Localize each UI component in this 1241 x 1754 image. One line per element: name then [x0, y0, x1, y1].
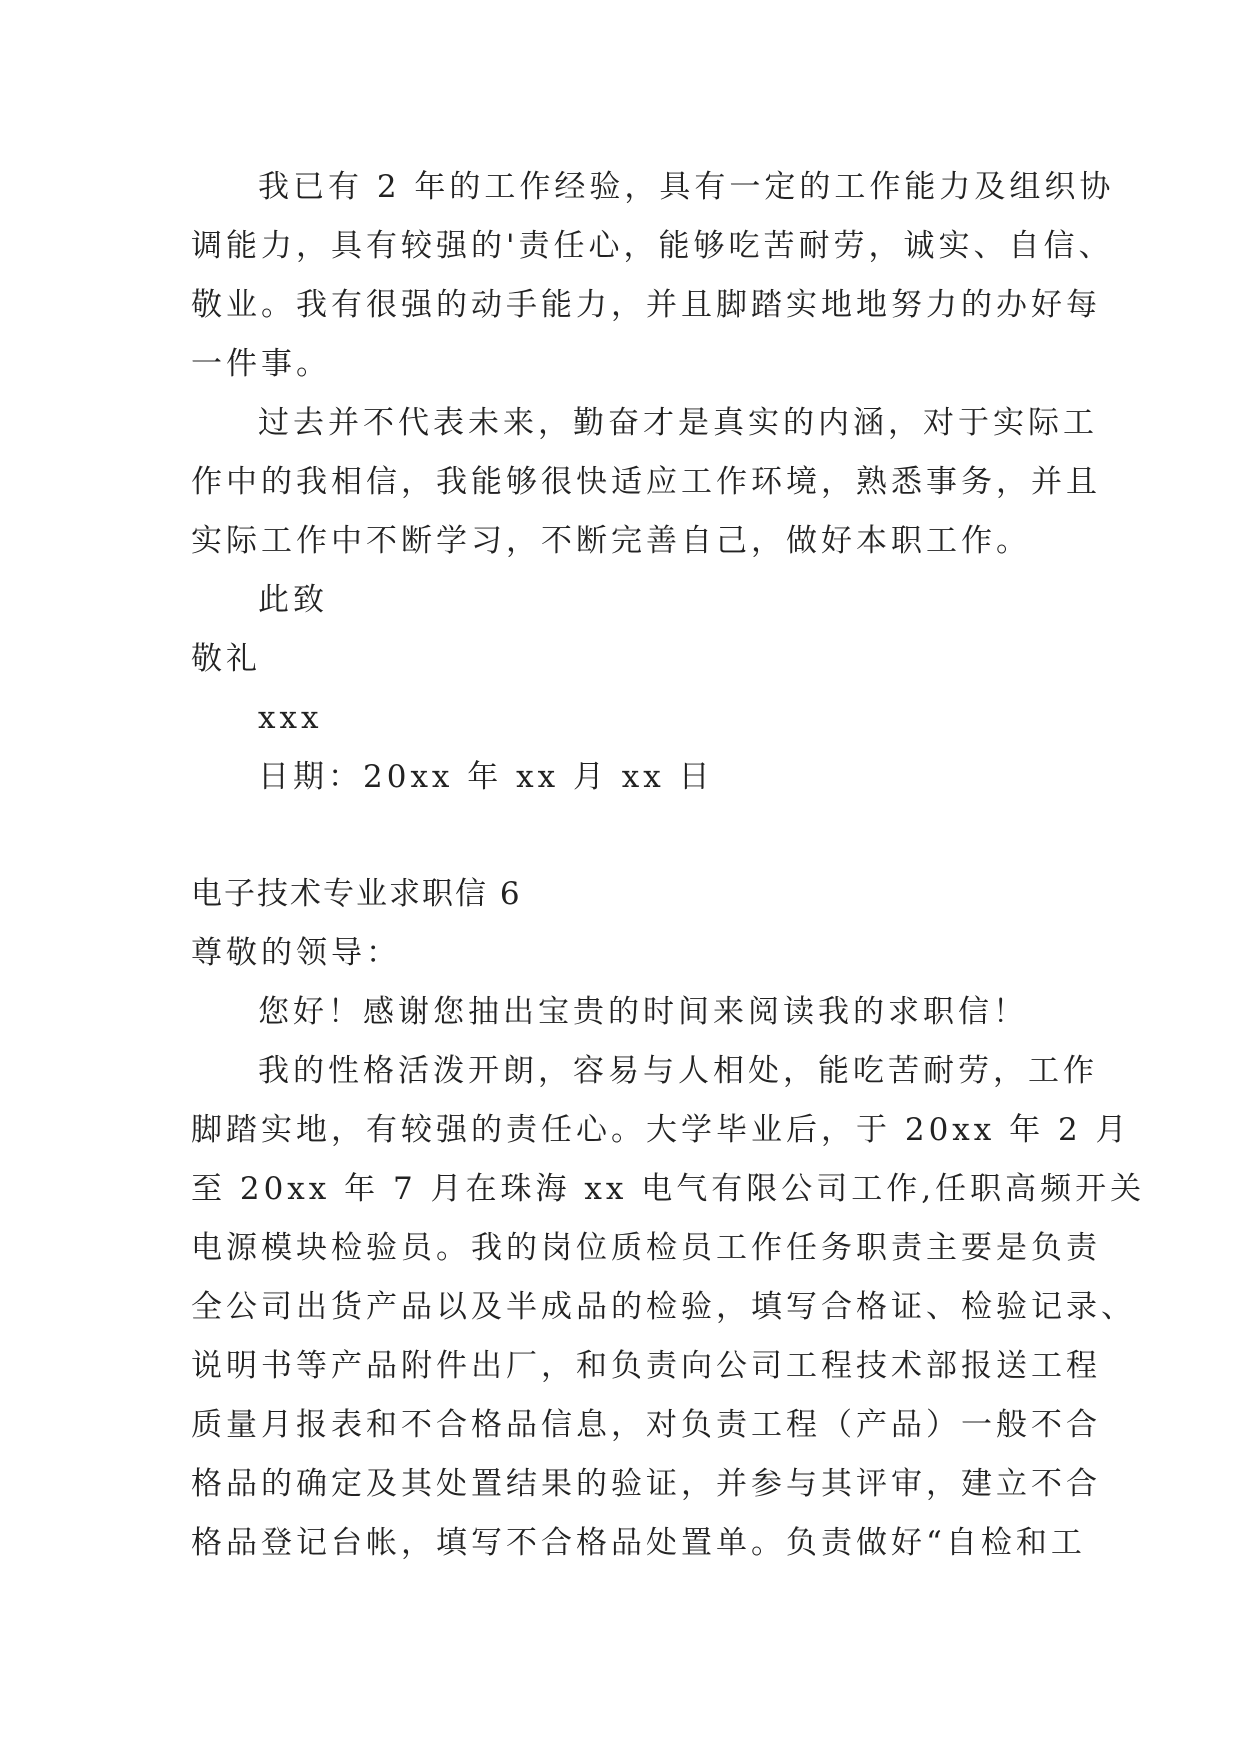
paragraph-line: 一件事。: [191, 346, 331, 382]
paragraph-line: 说明书等产品附件出厂，和负责向公司工程技术部报送工程: [191, 1348, 1101, 1384]
paragraph-line: 格品登记台帐，填写不合格品处置单。负责做好“自检和工: [191, 1525, 1086, 1561]
paragraph-line: 我的性格活泼开朗，容易与人相处，能吃苦耐劳，工作: [258, 1053, 1098, 1089]
paragraph-line: 全公司出货产品以及半成品的检验，填写合格证、检验记录、: [191, 1289, 1136, 1325]
paragraph-line: 至 20xx 年 7 月在珠海 xx 电气有限公司工作,任职高频开关: [191, 1171, 1146, 1207]
date-line: 日期：20xx 年 xx 月 xx 日: [258, 759, 714, 795]
paragraph-line: 质量月报表和不合格品信息，对负责工程（产品）一般不合: [191, 1407, 1101, 1443]
paragraph-line: 格品的确定及其处置结果的验证，并参与其评审，建立不合: [191, 1466, 1101, 1502]
signature-name: xxx: [258, 700, 323, 736]
greeting: 尊敬的领导：: [191, 935, 401, 971]
paragraph-line: 我已有 2 年的工作经验，具有一定的工作能力及组织协: [258, 169, 1115, 205]
paragraph-line: 脚踏实地，有较强的责任心。大学毕业后，于 20xx 年 2 月: [191, 1112, 1131, 1148]
paragraph-line: 实际工作中不断学习，不断完善自己，做好本职工作。: [191, 523, 1031, 559]
paragraph-line: 过去并不代表未来，勤奋才是真实的内涵，对于实际工: [258, 405, 1098, 441]
paragraph-line: 您好！感谢您抽出宝贵的时间来阅读我的求职信！: [258, 994, 1028, 1030]
section-title: 电子技术专业求职信 6: [191, 876, 522, 912]
paragraph-line: 电源模块检验员。我的岗位质检员工作任务职责主要是负责: [191, 1230, 1101, 1266]
paragraph-line: 敬业。我有很强的动手能力，并且脚踏实地地努力的办好每: [191, 287, 1101, 323]
paragraph-line: 作中的我相信，我能够很快适应工作环境，熟悉事务，并且: [191, 464, 1101, 500]
closing-phrase: 此致: [258, 582, 328, 618]
closing-salutation: 敬礼: [191, 641, 261, 677]
paragraph-line: 调能力，具有较强的'责任心，能够吃苦耐劳，诚实、自信、: [191, 228, 1114, 264]
